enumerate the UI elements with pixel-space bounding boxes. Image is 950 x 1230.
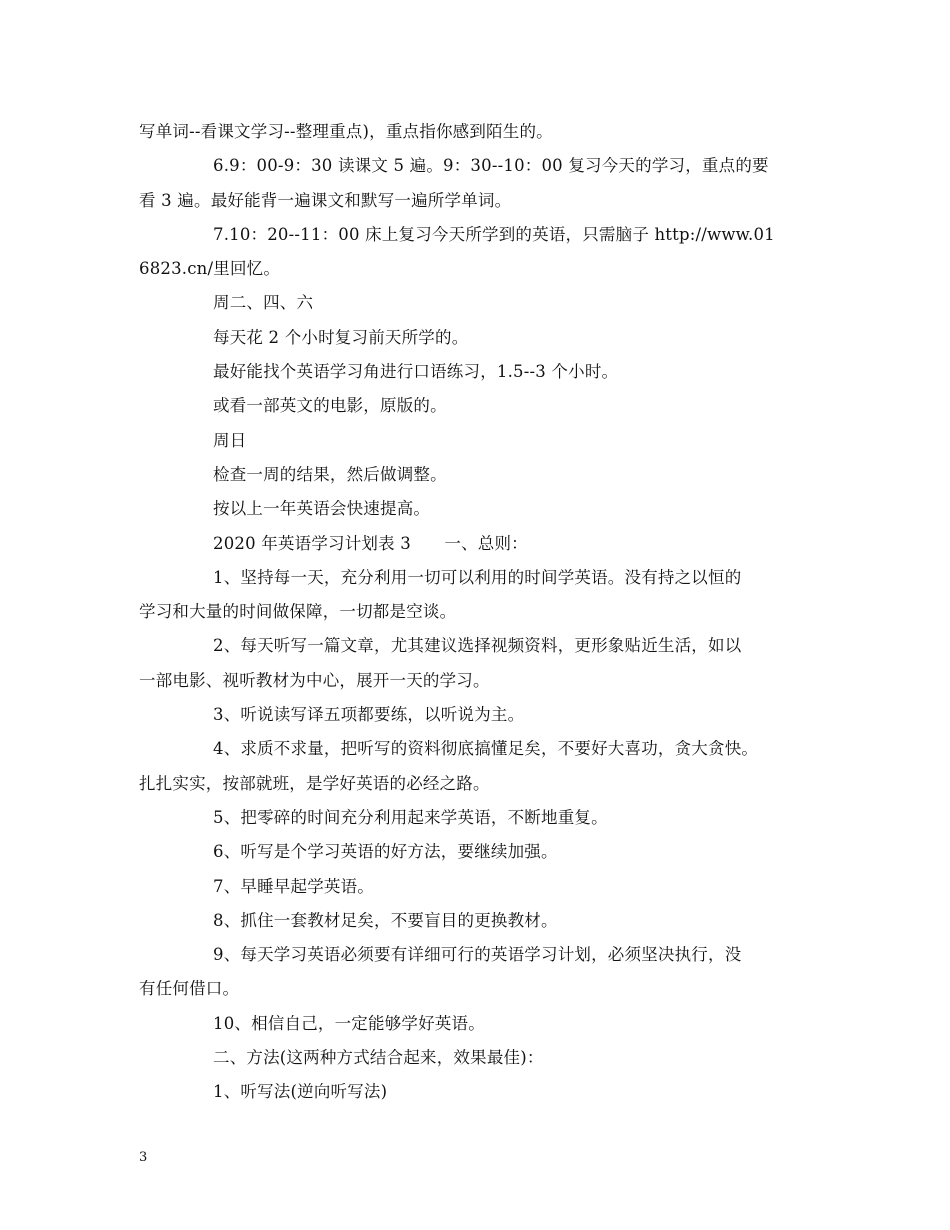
text-line: 扎扎实实，按部就班，是学好英语的必经之路。	[139, 773, 490, 793]
text-line: 3、听说读写译五项都要练，以听说为主。	[213, 705, 525, 725]
text-line: 7、早睡早起学英语。	[213, 876, 374, 896]
text-line: 一部电影、视听教材为中心，展开一天的学习。	[139, 670, 490, 690]
text-line: 6.9：00-9：30 读课文 5 遍。9：30--10：00 复习今天的学习，重点的要	[213, 156, 769, 176]
text-line: 7.10：20--11：00 床上复习今天所学到的英语，只需脑子 http://www.01	[213, 224, 775, 244]
text-line: 写单词--看课文学习--整理重点)，重点指你感到陌生的。	[139, 122, 553, 141]
text-line: 周日	[213, 430, 247, 450]
text-line: 看 3 遍。最好能背一遍课文和默写一遍所学单词。	[139, 190, 512, 210]
text-line: 最好能找个英语学习角进行口语练习，1.5--3 个小时。	[213, 362, 619, 382]
text-line: 或看一部英文的电影，原版的。	[213, 396, 447, 416]
text-line: 10、相信自己，一定能够学好英语。	[213, 1013, 485, 1033]
text-line: 6823.cn/里回忆。	[139, 259, 281, 279]
document-body	[139, 115, 815, 1110]
text-line: 5、把零碎的时间充分利用起来学英语，不断地重复。	[213, 807, 608, 827]
text-line: 学习和大量的时间做保障，一切都是空谈。	[139, 602, 457, 622]
text-line: 1、听写法(逆向听写法)	[213, 1082, 388, 1102]
text-line: 周二、四、六	[213, 293, 314, 313]
text-line: 4、求质不求量，把听写的资料彻底搞懂足矣，不要好大喜功，贪大贪快。	[213, 739, 759, 759]
page-number: 3	[139, 1150, 148, 1165]
text-line: 8、抓住一套教材足矣，不要盲目的更换教材。	[213, 910, 558, 930]
text-line: 二、方法(这两种方式结合起来，效果最佳)：	[213, 1048, 544, 1068]
text-line: 有任何借口。	[139, 979, 240, 999]
text-line: 2020 年英语学习计划表 3 一、总则：	[213, 533, 528, 553]
text-line: 9、每天学习英语必须要有详细可行的英语学习计划，必须坚决执行，没	[213, 945, 742, 965]
text-line: 1、坚持每一天，充分利用一切可以利用的时间学英语。没有持之以恒的	[213, 567, 742, 587]
text-line: 2、每天听写一篇文章，尤其建议选择视频资料，更形象贴近生活，如以	[213, 636, 742, 656]
text-line: 每天花 2 个小时复习前天所学的。	[213, 327, 469, 347]
text-line: 检查一周的结果，然后做调整。	[213, 464, 447, 484]
text-line: 6、听写是个学习英语的好方法，要继续加强。	[213, 842, 558, 862]
text-line: 按以上一年英语会快速提高。	[213, 499, 431, 519]
